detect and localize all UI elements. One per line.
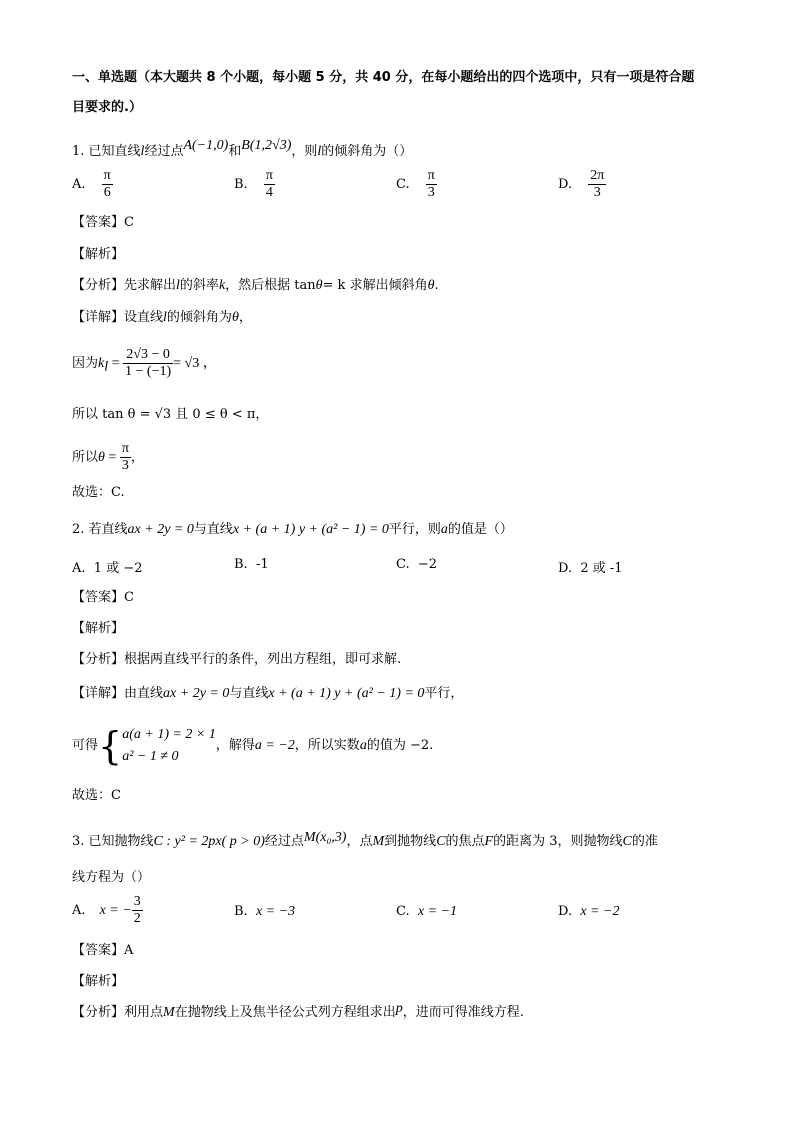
q1-option-c — [396, 168, 437, 201]
answer-label: 【答案】 — [72, 943, 125, 958]
q3-option-a-frac — [132, 894, 143, 927]
text: 平行， — [424, 686, 464, 701]
text: 由直线 — [124, 686, 164, 701]
frac-num: π — [427, 168, 435, 183]
frac-num: 2π — [590, 168, 605, 183]
text: 平行，则 — [388, 522, 441, 537]
q1-stem — [72, 138, 413, 162]
var-c: C — [622, 834, 632, 849]
var-l: l — [163, 310, 167, 325]
frac-num: π — [121, 441, 129, 456]
frac-num: 2√3 − 0 — [123, 347, 173, 364]
option-label: A. — [72, 177, 86, 192]
q2-eq1: ax + 2y = 0 — [127, 522, 194, 537]
var-k: k — [218, 278, 226, 293]
frac-den: 4 — [265, 185, 273, 200]
option-text: x = −1 — [417, 904, 457, 919]
option-label: C. — [396, 177, 410, 192]
q1-stem-prefix: 1. 已知直线 — [72, 144, 141, 159]
text: 在抛物线上及焦半径公式列方程组求出 — [174, 1005, 396, 1020]
q1-stem-mid1: 经过点 — [144, 144, 184, 159]
option-label: C. — [396, 904, 410, 919]
text: = √3 ， — [173, 356, 217, 371]
q1-fenxi — [72, 276, 439, 296]
var-p: p — [395, 1001, 403, 1016]
fenxi-label: 【分析】 — [72, 278, 125, 293]
frac-num: π — [265, 168, 273, 183]
q3-option-a — [72, 894, 143, 927]
var-l: l — [317, 144, 322, 159]
frac-den: 6 — [103, 185, 111, 200]
frac-den: 3 — [121, 458, 129, 473]
q1-stem-mid2: 和 — [228, 144, 242, 159]
q3-option-d — [558, 904, 619, 920]
text: ， — [238, 310, 252, 325]
text: 先求解出 — [124, 278, 177, 293]
text: 的值是（） — [447, 522, 513, 537]
q2-detail — [72, 684, 463, 704]
q1-option-d — [558, 168, 606, 201]
option-label: D. — [558, 561, 573, 576]
q1-option-a-frac — [102, 168, 113, 201]
var-theta: θ — [315, 278, 323, 293]
text: ， — [130, 450, 144, 465]
q1-point-b: B(1,2√3) — [241, 138, 292, 153]
option-text: x = −2 — [580, 904, 620, 919]
q2-option-c — [396, 557, 437, 572]
var-l: l — [140, 144, 145, 159]
q2-option-d — [558, 557, 623, 576]
q1-analysis-label: 【解析】 — [72, 247, 125, 262]
answer-value: C — [124, 590, 134, 605]
q2-eq2: x + (a + 1) y + (a² − 1) = 0 — [232, 522, 389, 537]
var-m: M — [163, 1005, 175, 1020]
q3-option-c — [396, 904, 457, 920]
sys-eq: a = −2 — [254, 738, 295, 753]
answer-value: A — [124, 943, 134, 958]
q3-parabola: C : y² = 2px( p > 0) — [153, 834, 265, 849]
text: 的距离为 3，则抛物线 — [493, 834, 623, 849]
text: ，然后根据 tan — [225, 278, 316, 293]
sys-line1: a(a + 1) = 2 × 1 — [122, 726, 216, 742]
text: 所以 — [72, 450, 99, 465]
option-label: B. — [234, 557, 248, 572]
q1-option-b-frac — [264, 168, 275, 201]
option-label: D. — [558, 177, 573, 192]
var-theta: θ — [427, 278, 435, 293]
q1-option-a — [72, 168, 113, 201]
text: 设直线 — [124, 310, 164, 325]
frac-den: 2 — [133, 911, 141, 926]
q3-stem-line2: 线方程为（） — [72, 870, 151, 885]
q2-option-b — [234, 557, 269, 572]
text: ，所以实数 — [294, 738, 360, 753]
text: . — [434, 278, 439, 293]
subscript-l: l — [104, 359, 109, 375]
q3-stem — [72, 832, 658, 852]
q1-stem-mid3: ，则 — [291, 144, 318, 159]
theta-frac — [120, 441, 131, 474]
answer-label: 【答案】 — [72, 590, 125, 605]
frac-den: 3 — [593, 185, 601, 200]
q1-detail — [72, 308, 252, 328]
text: 与直线 — [193, 522, 233, 537]
option-text: 2 或 -1 — [580, 561, 623, 576]
answer-value: C — [124, 215, 134, 230]
text: 因为 — [72, 356, 99, 371]
text: ，进而可得准线方程. — [402, 1005, 524, 1020]
q2-analysis-label: 【解析】 — [72, 621, 125, 636]
guxuan-label: 故选： — [72, 788, 112, 803]
var-f: F — [484, 834, 494, 849]
option-text: 1 或 −2 — [93, 561, 143, 576]
text: 根据两直线平行的条件，列出方程组，即可求解. — [124, 652, 402, 667]
q2-eq2: x + (a + 1) y + (a² − 1) = 0 — [268, 686, 425, 701]
text: 利用点 — [124, 1005, 164, 1020]
text: 到抛物线 — [384, 834, 437, 849]
text: ，点 — [346, 834, 373, 849]
q3-answer — [72, 941, 133, 961]
q3-point-m: M(x₀,3) — [303, 830, 347, 845]
q1-step3: 所以θ = $\frac{\pi}{3}$ ， — [72, 441, 144, 473]
text: = k 求解出倾斜角 — [322, 278, 428, 293]
q1-step2: 所以 tan θ = √3 且 0 ≤ θ < π， — [72, 407, 269, 422]
text: 的倾斜角为 — [166, 310, 232, 325]
q1-point-a: A(−1,0) — [183, 138, 229, 153]
answer-label: 【答案】 — [72, 215, 125, 230]
var-l: l — [176, 278, 180, 293]
fenxi-label: 【分析】 — [72, 1005, 125, 1020]
q2-fenxi — [72, 650, 401, 670]
q2-answer — [72, 588, 134, 608]
frac-den: 3 — [427, 185, 435, 200]
detail-label: 【详解】 — [72, 310, 125, 325]
section-header-cont: 目要求的.） — [72, 100, 142, 115]
frac-num: π — [103, 168, 111, 183]
text: 的准 — [631, 834, 658, 849]
option-label: A. — [72, 561, 86, 576]
q1-answer — [72, 213, 134, 233]
var-theta: θ — [231, 310, 239, 325]
text: 的焦点 — [445, 834, 485, 849]
option-text: x = −3 — [255, 904, 296, 919]
fenxi-label: 【分析】 — [72, 652, 125, 667]
system-equations — [122, 724, 216, 768]
q2-system — [72, 722, 433, 770]
q1-option-b — [234, 168, 275, 201]
var-a: a — [359, 738, 367, 753]
q2-stem — [72, 520, 513, 540]
option-label: D. — [558, 904, 573, 919]
option-label: A. — [72, 903, 86, 918]
frac-den: 1 − (−1) — [125, 364, 172, 379]
q1-conclusion — [72, 483, 125, 503]
q2-option-a — [72, 557, 143, 576]
section-header: 一、单选题（本大题共 8 个小题，每小题 5 分，共 40 分，在每小题给出的四个选项中，只有一项是符合题 — [72, 70, 695, 85]
guxuan-label: 故选： — [72, 485, 112, 500]
option-text: -1 — [255, 557, 269, 572]
option-label: B. — [234, 177, 248, 192]
text: 与直线 — [229, 686, 269, 701]
option-label: C. — [396, 557, 410, 572]
option-text: −2 — [417, 557, 438, 572]
var-theta: θ — [98, 450, 105, 465]
text: 经过点 — [264, 834, 304, 849]
var-k: k — [98, 356, 105, 371]
sys-line2: a² − 1 ≠ 0 — [122, 748, 179, 764]
q1-option-c-frac — [426, 168, 437, 201]
conclusion-value: C. — [111, 485, 125, 500]
var-a: a — [440, 522, 448, 537]
slope-frac — [123, 347, 173, 380]
text: 2. 若直线 — [72, 522, 128, 537]
conclusion-value: C — [111, 788, 121, 803]
text: 的值为 −2. — [366, 738, 434, 753]
q3-option-b — [234, 904, 295, 920]
q3-fenxi — [72, 1003, 524, 1023]
q1-option-d-frac — [588, 168, 606, 201]
q2-eq1: ax + 2y = 0 — [163, 686, 230, 701]
text: 3. 已知抛物线 — [72, 834, 154, 849]
text: ，解得 — [215, 738, 255, 753]
var-m: M — [372, 834, 385, 849]
text: 的斜率 — [179, 278, 219, 293]
frac-num: 3 — [133, 894, 141, 909]
option-label: B. — [234, 904, 248, 919]
q3-analysis-label: 【解析】 — [72, 974, 125, 989]
q2-conclusion — [72, 786, 121, 806]
brace-icon: { — [98, 723, 123, 768]
text: 可得 — [72, 738, 99, 753]
option-text: x = − — [99, 903, 132, 918]
q1-stem-suffix: 的倾斜角为（） — [321, 144, 413, 159]
detail-label: 【详解】 — [72, 686, 125, 701]
q1-step1: 因为$k_l$ = $\frac{2√3 - 0}{1 - (-1)}$ = √3 ， — [72, 347, 217, 379]
var-c: C — [436, 834, 446, 849]
